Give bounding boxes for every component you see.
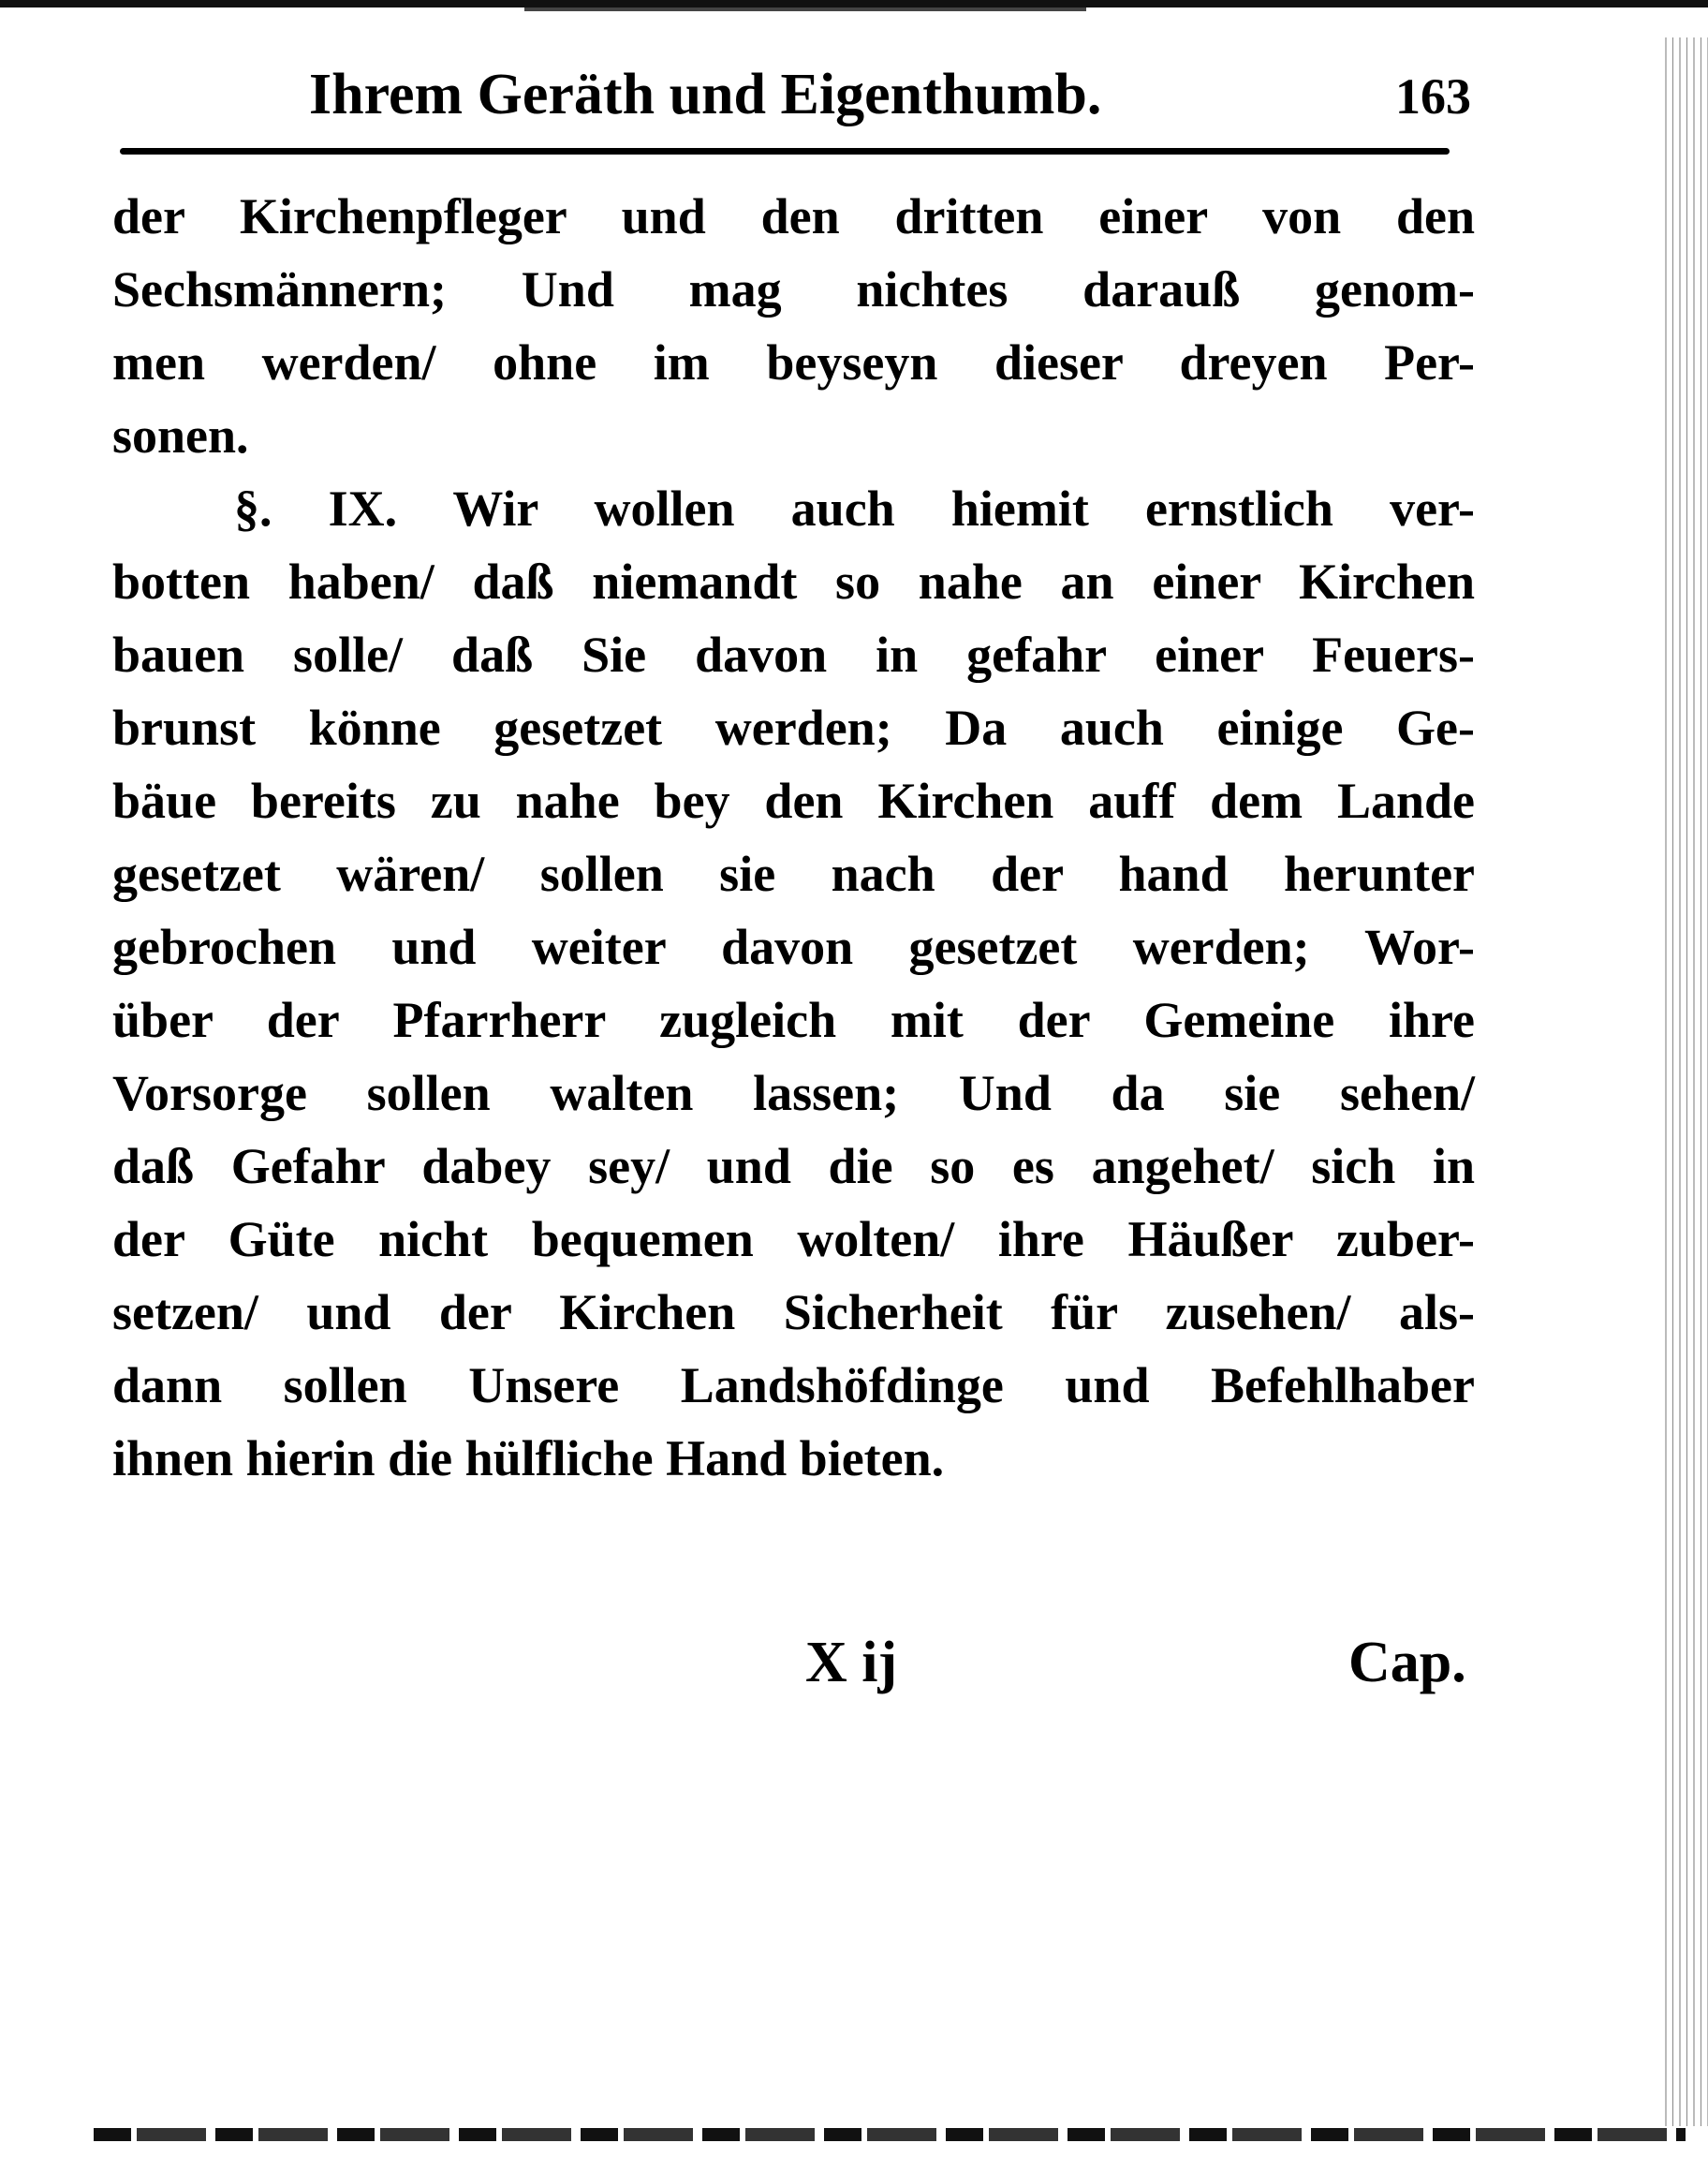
catchword: Cap.: [1348, 1631, 1466, 1694]
header-rule: [120, 148, 1450, 155]
text-line: sonen.: [112, 407, 249, 464]
text-line: brunst könne gesetzet werden; Da auch einige Ge-: [112, 700, 1475, 756]
scan-top-edge: [0, 0, 1708, 7]
text-line: botten haben/ daß niemandt so nahe an einer Kirchen: [112, 554, 1475, 610]
signature-mark: X ij: [805, 1631, 898, 1694]
text-line: gesetzet wären/ sollen sie nach der hand herunter: [112, 846, 1475, 902]
scan-top-edge-shadow: [524, 7, 1086, 11]
text-line: der Güte nicht bequemen wolten/ ihre Häußer zuber-: [112, 1211, 1475, 1267]
scan-right-margin: [1659, 37, 1708, 2126]
running-title: Ihrem Geräth und Eigenthumb.: [309, 63, 1102, 126]
scan-bottom-edge: [94, 2128, 1686, 2141]
text-line: Vorsorge sollen walten lassen; Und da sie sehen/: [112, 1065, 1475, 1121]
text-line: der Kirchenpfleger und den dritten einer von den: [112, 188, 1475, 244]
body-text: [112, 180, 1475, 1495]
page-number: 163: [1395, 68, 1471, 125]
text-line: bäue bereits zu nahe bey den Kirchen auff dem Lande: [112, 773, 1475, 829]
text-line: Sechsmännern; Und mag nichtes darauß genom-: [112, 261, 1475, 318]
text-line: ihnen hierin die hülfliche Hand bieten.: [112, 1430, 945, 1486]
text-line: gebrochen und weiter davon gesetzet werden; Wor-: [112, 919, 1475, 975]
text-line: men werden/ ohne im beyseyn dieser dreyen Per-: [112, 334, 1475, 391]
text-line: über der Pfarrherr zugleich mit der Gemeine ihre: [112, 992, 1475, 1048]
text-line: daß Gefahr dabey sey/ und die so es angehet/ sich in: [112, 1138, 1475, 1194]
text-line: bauen solle/ daß Sie davon in gefahr einer Feuers-: [112, 627, 1475, 683]
section-heading-line: §. IX. Wir wollen auch hiemit ernstlich ver-: [234, 480, 1475, 537]
text-line: setzen/ und der Kirchen Sicherheit für zusehen/ als-: [112, 1284, 1475, 1340]
text-line: dann sollen Unsere Landshöfdinge und Befehlhaber: [112, 1357, 1475, 1413]
